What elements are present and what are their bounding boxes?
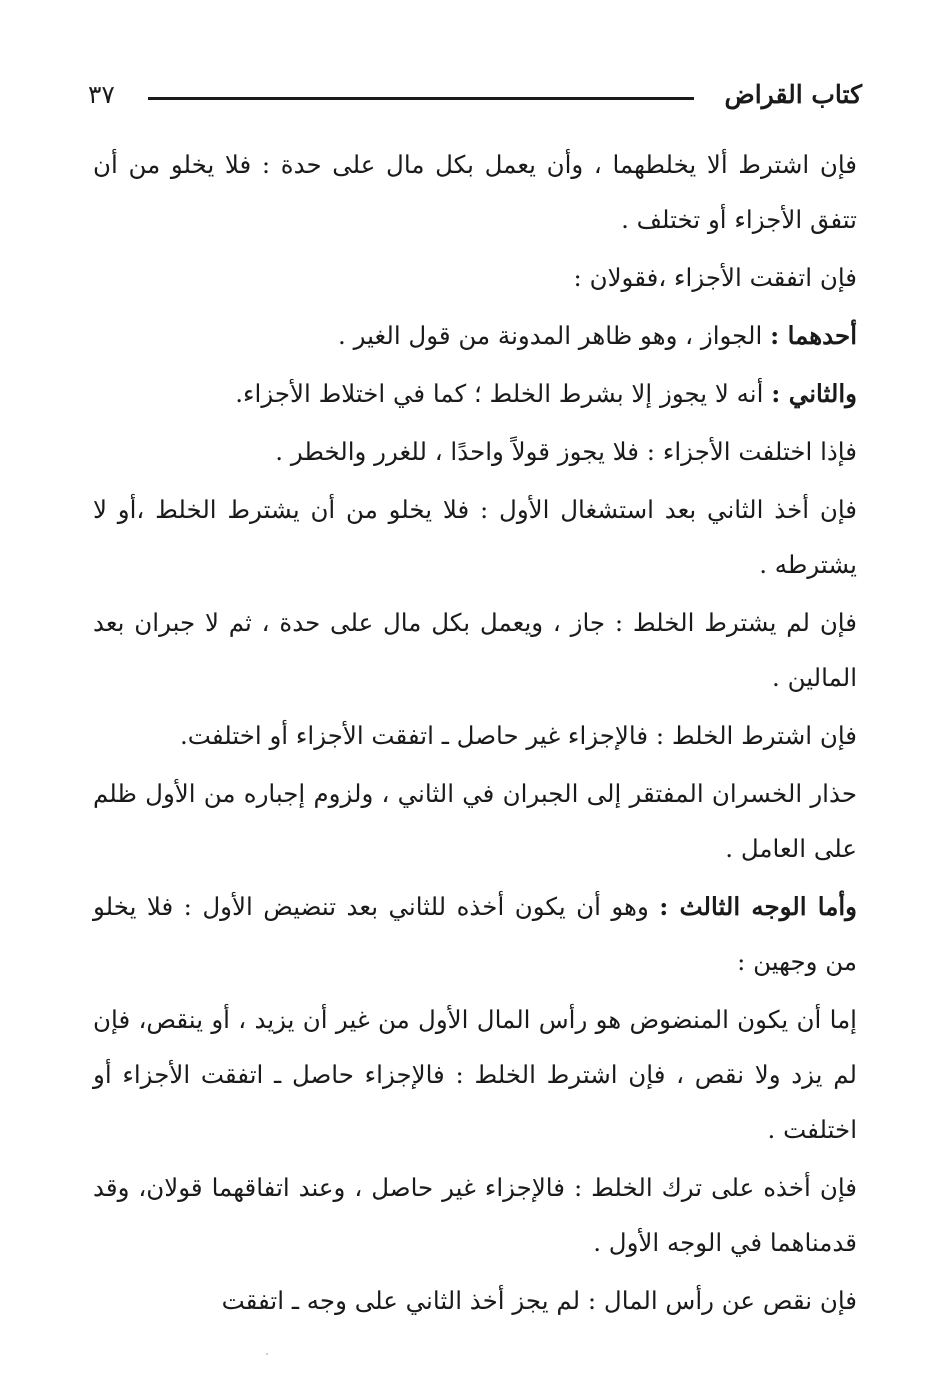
paragraph-4 — [93, 366, 857, 421]
paragraph-text: فإن نقص عن رأس المال : لم يجز أخذ الثاني على وجه ـ اتفقت — [221, 1286, 857, 1315]
running-title: كتاب القراض — [724, 80, 862, 109]
paragraph-lead: والثاني : — [771, 379, 857, 408]
body-text — [93, 137, 857, 1331]
paragraph-text: فإن اشترط ألا يخلطهما ، وأن يعمل بكل مال على حدة : فلا يخلو من أن تتفق الأجزاء أو تختلف . — [93, 150, 857, 234]
paragraph-text: فإن أخذه على ترك الخلط : فالإجزاء غير حاصل ، وعند اتفاقهما قولان، وقد قدمناهما في الوجه الأول . — [93, 1173, 857, 1257]
paragraph-6 — [93, 482, 857, 592]
paragraph-1 — [93, 137, 857, 247]
paragraph-text: فإن لم يشترط الخلط : جاز ، ويعمل بكل مال على حدة ، ثم لا جبران بعد المالين . — [93, 608, 857, 692]
paragraph-9 — [93, 766, 857, 876]
paragraph-text: فإن أخذ الثاني بعد استشغال الأول : فلا يخلو من أن يشترط الخلط ،أو لا يشترطه . — [93, 495, 857, 579]
paragraph-3 — [93, 308, 857, 363]
paragraph-text: وهو أن يكون أخذه للثاني بعد تنضيض الأول : فلا يخلو من وجهين : — [93, 892, 857, 976]
scan-speck — [266, 1353, 268, 1355]
paragraph-8 — [93, 708, 857, 763]
page-number: ٣٧ — [88, 80, 115, 109]
paragraph-text: إما أن يكون المنضوض هو رأس المال الأول من غير أن يزيد ، أو ينقص، فإن لم يزد ولا نقص ، فإن اشترط الخلط : فالإجزاء حاصل ـ اتفقت الأجزاء أو اختلفت . — [93, 1005, 857, 1144]
page-header — [88, 76, 862, 118]
paragraph-lead: أحدهما : — [770, 321, 857, 350]
paragraph-11 — [93, 992, 857, 1157]
paragraph-text: فإذا اختلفت الأجزاء : فلا يجوز قولاً واحدًا ، للغرر والخطر . — [275, 437, 857, 466]
paragraph-5 — [93, 424, 857, 479]
paragraph-13 — [93, 1273, 857, 1328]
paragraph-lead: وأما الوجه الثالث : — [659, 892, 857, 921]
paragraph-2 — [93, 250, 857, 305]
paragraph-text: حذار الخسران المفتقر إلى الجبران في الثاني ، ولزوم إجباره من الأول ظلم على العامل . — [93, 779, 857, 863]
paragraph-text: فإن اتفقت الأجزاء ،فقولان : — [573, 263, 857, 292]
header-rule — [148, 97, 694, 100]
paragraph-text: أنه لا يجوز إلا بشرط الخلط ؛ كما في اختلاط الأجزاء. — [235, 379, 772, 408]
paragraph-10 — [93, 879, 857, 989]
paragraph-7 — [93, 595, 857, 705]
paragraph-text: الجواز ، وهو ظاهر المدونة من قول الغير . — [338, 321, 771, 350]
paragraph-12 — [93, 1160, 857, 1270]
paragraph-text: فإن اشترط الخلط : فالإجزاء غير حاصل ـ اتفقت الأجزاء أو اختلفت. — [179, 721, 857, 750]
